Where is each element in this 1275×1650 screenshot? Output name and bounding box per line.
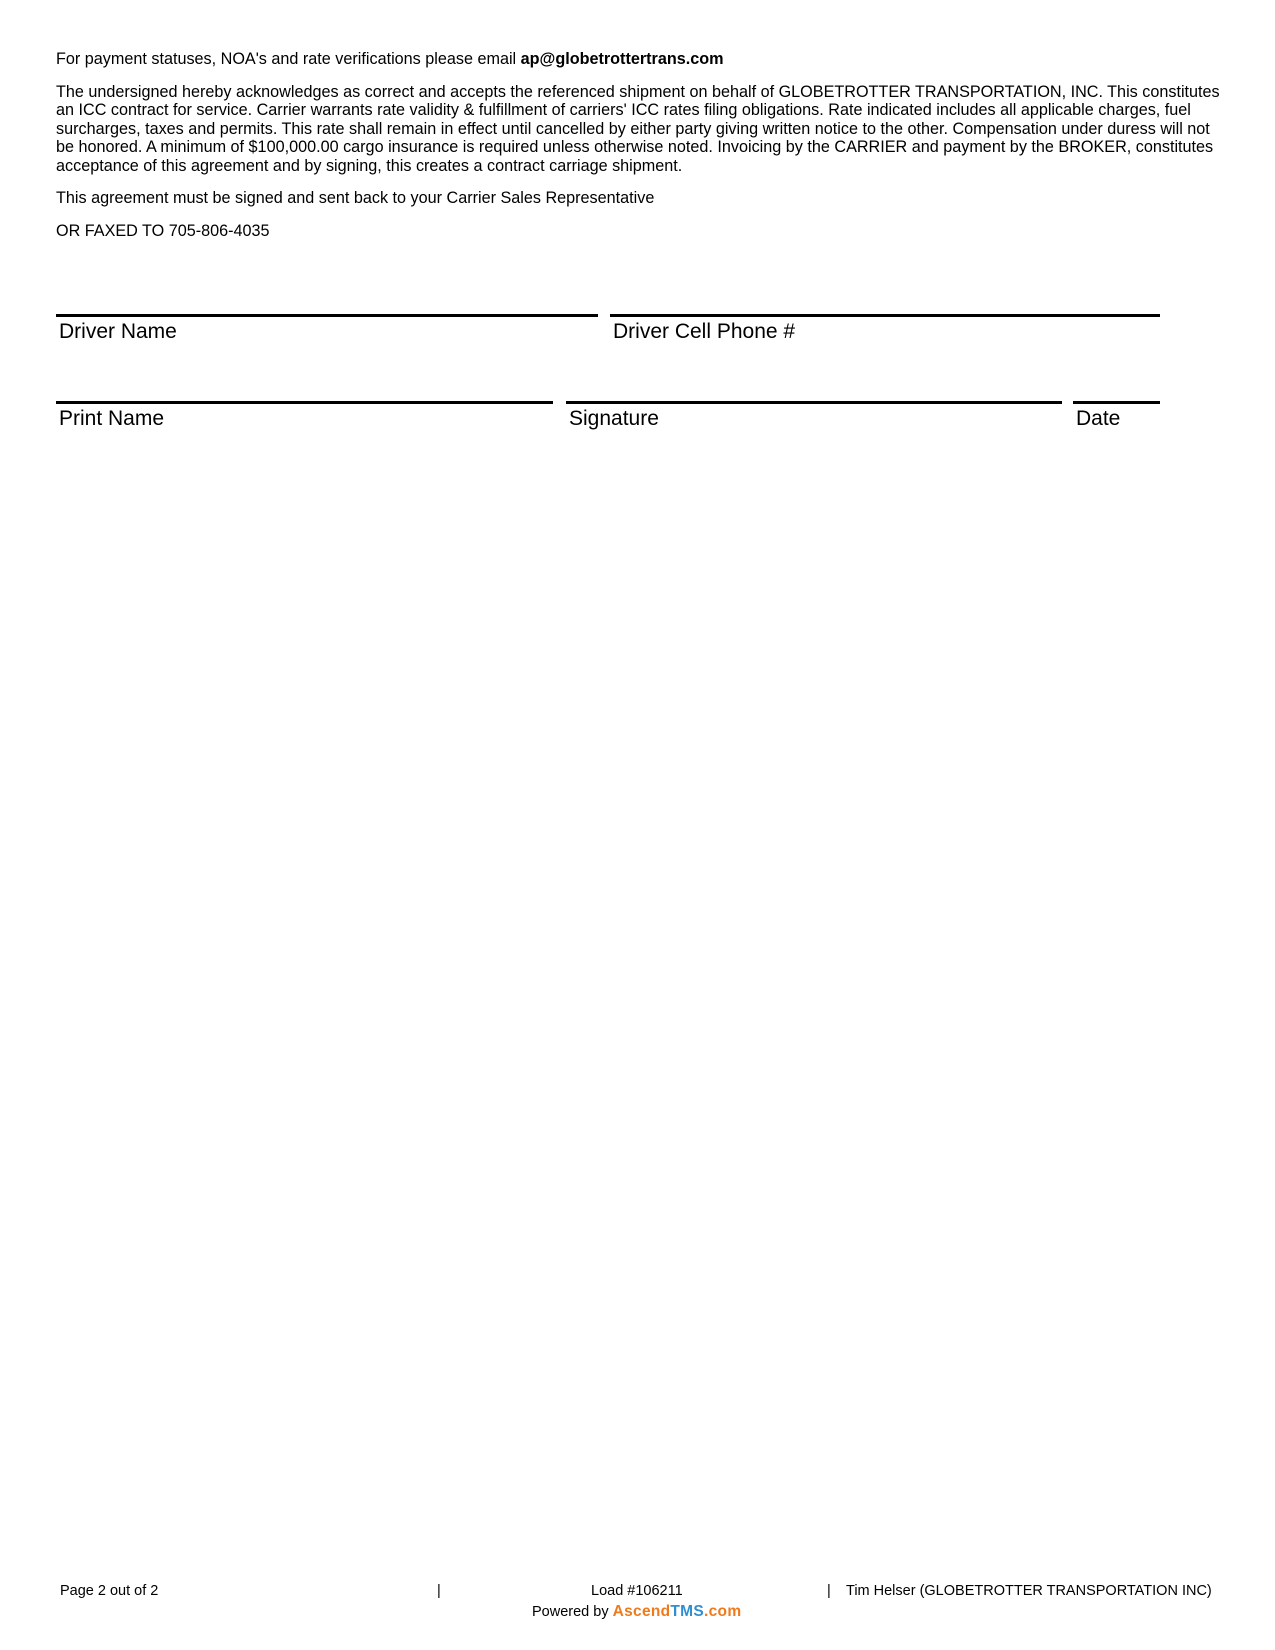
sign-back-notice: This agreement must be signed and sent back to your Carrier Sales Representative [56,189,655,207]
footer-separator-2: | [827,1583,831,1599]
load-number: Load #106211 [591,1583,683,1599]
fax-notice: OR FAXED TO 705-806-4035 [56,221,270,240]
brand-tms: TMS [670,1603,705,1620]
ascendtms-logo[interactable] [613,1603,742,1620]
powered-by-label: Powered by [532,1604,613,1620]
signature-label: Signature [569,407,659,430]
footer-separator-1: | [437,1583,441,1599]
email-prefix: For payment statuses, NOA's and rate verifications please email [56,50,521,68]
ap-email[interactable]: ap@globetrottertrans.com [520,50,724,68]
agreement-paragraph: The undersigned hereby acknowledges as correct and accepts the referenced shipment on behalf of GLOBETROTTER TRANSPORTATION, INC. This constitutes an ICC contract for service. Carrier warrants rate validity & fulfillment of carriers' ICC rates filing obligations. Rate indicated includes all applicable charges, fuel surcharges, taxes and permits. This rate shall remain in effect until cancelled by either party giving written notice to the other. Compensation under duress will not be honored. A minimum of $100,000.00 cargo insurance is required unless otherwise noted. Invoicing by the CARRIER and payment by the BROKER, constitutes acceptance of this agreement and by signing, this creates a contract carriage shipment. [56,82,1220,175]
signature-field[interactable] [566,401,1062,430]
driver-cell-label: Driver Cell Phone # [613,320,796,343]
driver-name-field[interactable] [56,314,598,343]
payment-email-notice [56,50,1220,69]
page-number: Page 2 out of 2 [60,1583,159,1599]
powered-by [532,1603,741,1621]
date-label: Date [1076,407,1121,430]
agreement-text [56,50,1220,254]
brand-com: .com [704,1603,742,1620]
print-name-label: Print Name [59,407,165,430]
driver-name-label: Driver Name [59,320,177,343]
driver-cell-field[interactable] [610,314,1160,343]
footer-user: Tim Helser (GLOBETROTTER TRANSPORTATION INC) [846,1583,1212,1599]
brand-ascend: Ascend [612,1603,671,1620]
date-field[interactable] [1073,401,1160,430]
print-name-field[interactable] [56,401,553,430]
